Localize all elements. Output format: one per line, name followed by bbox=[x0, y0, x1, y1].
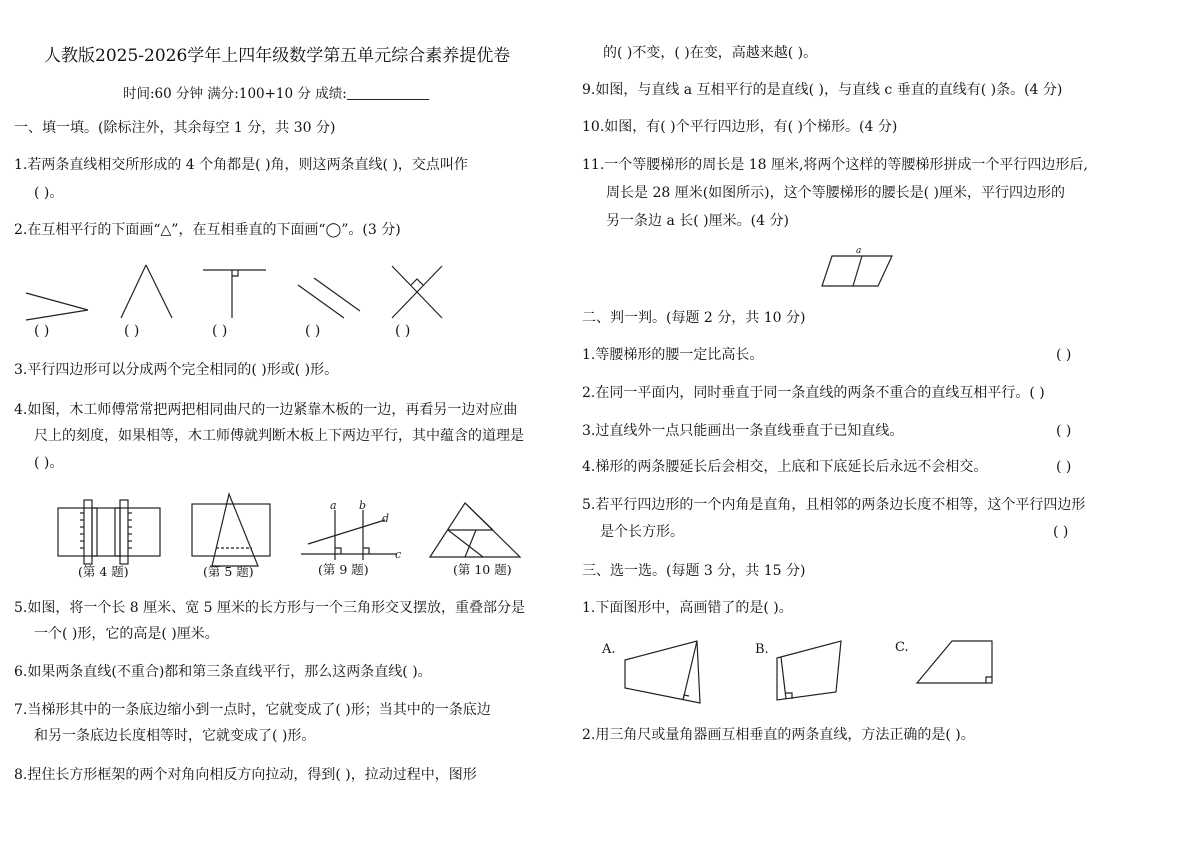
q7-line2: 和另一条底边长度相等时，它就变成了( )形。 bbox=[34, 728, 316, 744]
q1-line1: 1.若两条直线相交所形成的 4 个角都是( )角，则这两条直线( )，交点叫作 bbox=[14, 157, 468, 173]
section1-heading: 一、填一填。(除标注外，其余每空 1 分，共 30 分) bbox=[14, 120, 336, 136]
choice-q1: 1.下面图形中，高画错了的是( )。 bbox=[582, 600, 793, 616]
q2-blank-4[interactable]: ( ) bbox=[305, 323, 321, 339]
option-b-label[interactable]: B. bbox=[755, 642, 769, 657]
option-a-label[interactable]: A. bbox=[602, 642, 616, 657]
q11-line3: 另一条边 a 长( )厘米。(4 分) bbox=[606, 213, 789, 229]
option-c-label[interactable]: C. bbox=[895, 640, 909, 655]
fig9-label-b: b bbox=[359, 499, 367, 512]
q2-blank-2[interactable]: ( ) bbox=[124, 323, 140, 339]
option-b-height bbox=[781, 657, 786, 699]
fig11-parallelogram bbox=[822, 246, 892, 286]
q7-line1: 7.当梯形其中的一条底边缩小到一点时，它就变成了( )形；当其中的一条底边 bbox=[14, 702, 491, 718]
fig4-caption: (第 4 题) bbox=[78, 564, 129, 579]
option-a-figure bbox=[625, 641, 700, 703]
judge-4: 4.梯形的两条腰延长后会相交，上底和下底延长后永远不会相交。 bbox=[582, 459, 988, 475]
judge-3-blank[interactable]: ( ) bbox=[1056, 423, 1072, 439]
option-c-right-angle bbox=[986, 677, 992, 683]
judge-1-blank[interactable]: ( ) bbox=[1056, 347, 1072, 363]
fig9-label-d: d bbox=[382, 512, 390, 525]
section2-heading: 二、判一判。(每题 2 分，共 10 分) bbox=[582, 310, 806, 326]
page-title: 人教版2025-2026学年上四年级数学第五单元综合素养提优卷 bbox=[44, 46, 511, 66]
q9-text: 9.如图，与直线 a 互相平行的是直线( )，与直线 c 垂直的直线有( )条。(4 分) bbox=[582, 82, 1063, 98]
option-a-height bbox=[683, 641, 697, 700]
q8-text: 8.捏住长方形框架的两个对角向相反方向拉动，得到( )，拉动过程中，图形 bbox=[14, 767, 477, 783]
judge-3: 3.过直线外一点只能画出一条直线垂直于已知直线。 bbox=[582, 423, 904, 439]
choice-q2: 2.用三角尺或量角器画互相垂直的两条直线，方法正确的是( )。 bbox=[582, 727, 975, 743]
fig5-caption: (第 5 题) bbox=[203, 564, 254, 579]
option-b-parallelogram bbox=[777, 641, 841, 700]
option-c-figure bbox=[917, 641, 992, 683]
fig10-caption: (第 10 题) bbox=[453, 562, 512, 577]
option-a-trapezoid bbox=[625, 641, 700, 703]
q6-text: 6.如果两条直线(不重合)都和第三条直线平行，那么这两条直线( )。 bbox=[14, 664, 432, 680]
fig9-label-c: c bbox=[395, 548, 402, 561]
fig11-divider bbox=[853, 256, 862, 286]
q5-line2: 一个( )形，它的高是( )厘米。 bbox=[34, 626, 219, 642]
q3-text: 3.平行四边形可以分成两个完全相同的( )形或( )形。 bbox=[14, 362, 339, 378]
q11-line1: 11.一个等腰梯形的周长是 18 厘米,将两个这样的等腰梯形拼成一个平行四边形后, bbox=[582, 157, 1088, 173]
judge-5-line1: 5.若平行四边形的一个内角是直角，且相邻的两条边长度不相等，这个平行四边形 bbox=[582, 497, 1086, 513]
q2-blank-3[interactable]: ( ) bbox=[212, 323, 228, 339]
q2-blank-1[interactable]: ( ) bbox=[34, 323, 50, 339]
q11-line2: 周长是 28 厘米(如图所示)，这个等腰梯形的腰长是( )厘米，平行四边形的 bbox=[606, 185, 1066, 201]
exam-info-text: 时间:60 分钟 满分:100+10 分 成绩: bbox=[123, 86, 347, 102]
q4-line1: 4.如图，木工师傅常常把两把相同曲尺的一边紧靠木板的一边，再看另一边对应曲 bbox=[14, 402, 518, 418]
q1-line2: ( )。 bbox=[34, 185, 64, 201]
fig11-label-a: a bbox=[856, 246, 862, 256]
q5-line1: 5.如图，将一个长 8 厘米、宽 5 厘米的长方形与一个三角形交叉摆放，重叠部分是 bbox=[14, 600, 525, 616]
q4-line2: 尺上的刻度，如果相等，木工师傅就判断木板上下两边平行，其中蕴含的道理是 bbox=[34, 428, 524, 444]
judge-5-blank[interactable]: ( ) bbox=[1053, 524, 1069, 540]
q4-line3: ( )。 bbox=[34, 455, 64, 471]
judge-4-blank[interactable]: ( ) bbox=[1056, 459, 1072, 475]
judge-1: 1.等腰梯形的腰一定比高长。 bbox=[582, 347, 764, 363]
q10-text: 10.如图，有( )个平行四边形，有( )个梯形。(4 分) bbox=[582, 119, 898, 135]
option-b-figure bbox=[777, 641, 841, 700]
fig9-label-a: a bbox=[330, 499, 337, 512]
q2-text: 2.在互相平行的下面画“△”，在互相垂直的下面画“◯”。(3 分) bbox=[14, 222, 401, 238]
judge-2: 2.在同一平面内，同时垂直于同一条直线的两条不重合的直线互相平行。( ) bbox=[582, 385, 1045, 401]
q2-blank-5[interactable]: ( ) bbox=[395, 323, 411, 339]
option-c-trapezoid bbox=[917, 641, 992, 683]
judge-5-line2: 是个长方形。 bbox=[600, 524, 684, 540]
q8-continuation: 的( )不变，( )在变，高越来越( )。 bbox=[603, 45, 818, 61]
section3-heading: 三、选一选。(每题 3 分，共 15 分) bbox=[582, 563, 806, 579]
fig9-caption: (第 9 题) bbox=[318, 562, 369, 577]
